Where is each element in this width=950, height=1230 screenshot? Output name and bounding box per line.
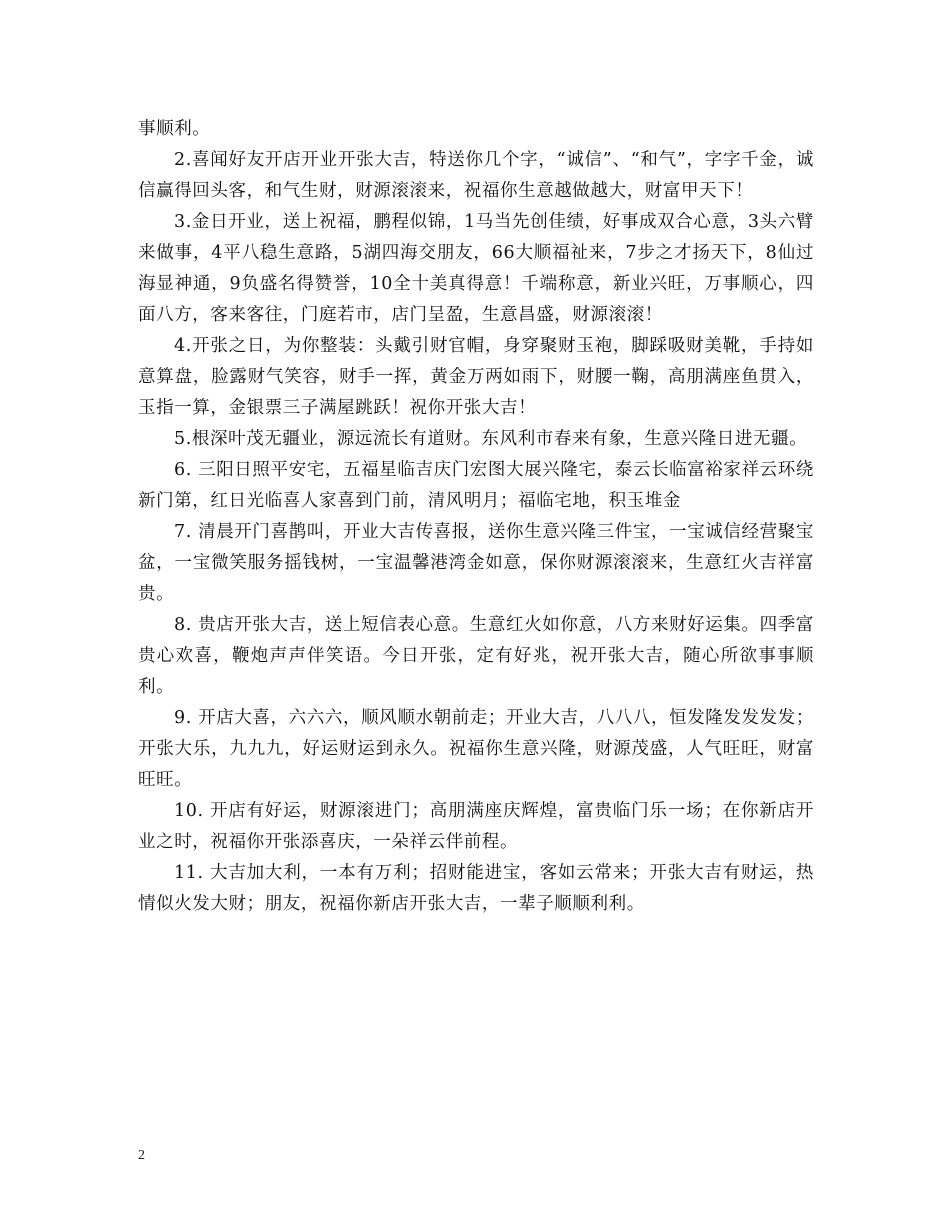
paragraph-item-8: 8. 贵店开张大吉，送上短信表心意。生意红火如你意，八方来财好运集。四季富贵心欢喜，鞭炮声声伴笑语。今日开张，定有好兆，祝开张大吉，随心所欲事事顺利。 bbox=[138, 615, 814, 697]
paragraph-item-3: 3.金日开业，送上祝福，鹏程似锦，1马当先创佳绩，好事成双合心意，3头六臂来做事，4平八稳生意路，5湖四海交朋友，66大顺福祉来，7步之才扬天下，8仙过海显神通，9负盛名得赞誉，10全十美真得意！千端称意，新业兴旺，万事顺心，四面八方，客来客往，门庭若市，店门呈盈，生意昌盛，财源滚滚！ bbox=[138, 212, 814, 325]
paragraph-item-7: 7. 清晨开门喜鹊叫，开业大吉传喜报，送你生意兴隆三件宝，一宝诚信经营聚宝盆，一宝微笑服务摇钱树，一宝温馨港湾金如意，保你财源滚滚来，生意红火吉祥富贵。 bbox=[138, 522, 814, 604]
paragraph-item-4: 4.开张之日，为你整装：头戴引财官帽，身穿聚财玉袍，脚踩吸财美靴，手持如意算盘，脸露财气笑容，财手一挥，黄金万两如雨下，财腰一鞠，高朋满座鱼贯入，玉指一算，金银票三子满屋跳跃！祝你开张大吉！ bbox=[138, 336, 814, 418]
paragraph-item-9: 9. 开店大喜，六六六，顺风顺水朝前走；开业大吉，八八八，恒发隆发发发发；开张大乐，九九九，好运财运到永久。祝福你生意兴隆，财源茂盛，人气旺旺，财富旺旺。 bbox=[138, 708, 814, 790]
paragraph-item-10: 10. 开店有好运，财源滚进门；高朋满座庆辉煌，富贵临门乐一场；在你新店开业之时，祝福你开张添喜庆，一朵祥云伴前程。 bbox=[138, 801, 814, 852]
paragraph-item-5: 5.根深叶茂无疆业，源远流长有道财。东风利市春来有象，生意兴隆日进无疆。 bbox=[174, 429, 808, 449]
paragraph-continuation: 事顺利。 bbox=[138, 119, 211, 139]
paragraph-item-2: 2.喜闻好友开店开业开张大吉，特送你几个字，“诚信”、“和气”，字字千金，诚信赢得回头客，和气生财，财源滚滚来，祝福你生意越做越大，财富甲天下！ bbox=[138, 150, 814, 201]
document-body bbox=[138, 114, 814, 920]
page-number: 2 bbox=[138, 1148, 145, 1163]
paragraph-item-11: 11. 大吉加大利，一本有万利；招财能进宝，客如云常来；开张大吉有财运，热情似火发大财；朋友，祝福你新店开张大吉，一辈子顺顺利利。 bbox=[138, 863, 814, 914]
paragraph-item-6: 6. 三阳日照平安宅，五福星临吉庆门宏图大展兴隆宅，泰云长临富裕家祥云环绕新门第，红日光临喜人家喜到门前，清风明月；福临宅地，积玉堆金 bbox=[138, 460, 814, 511]
